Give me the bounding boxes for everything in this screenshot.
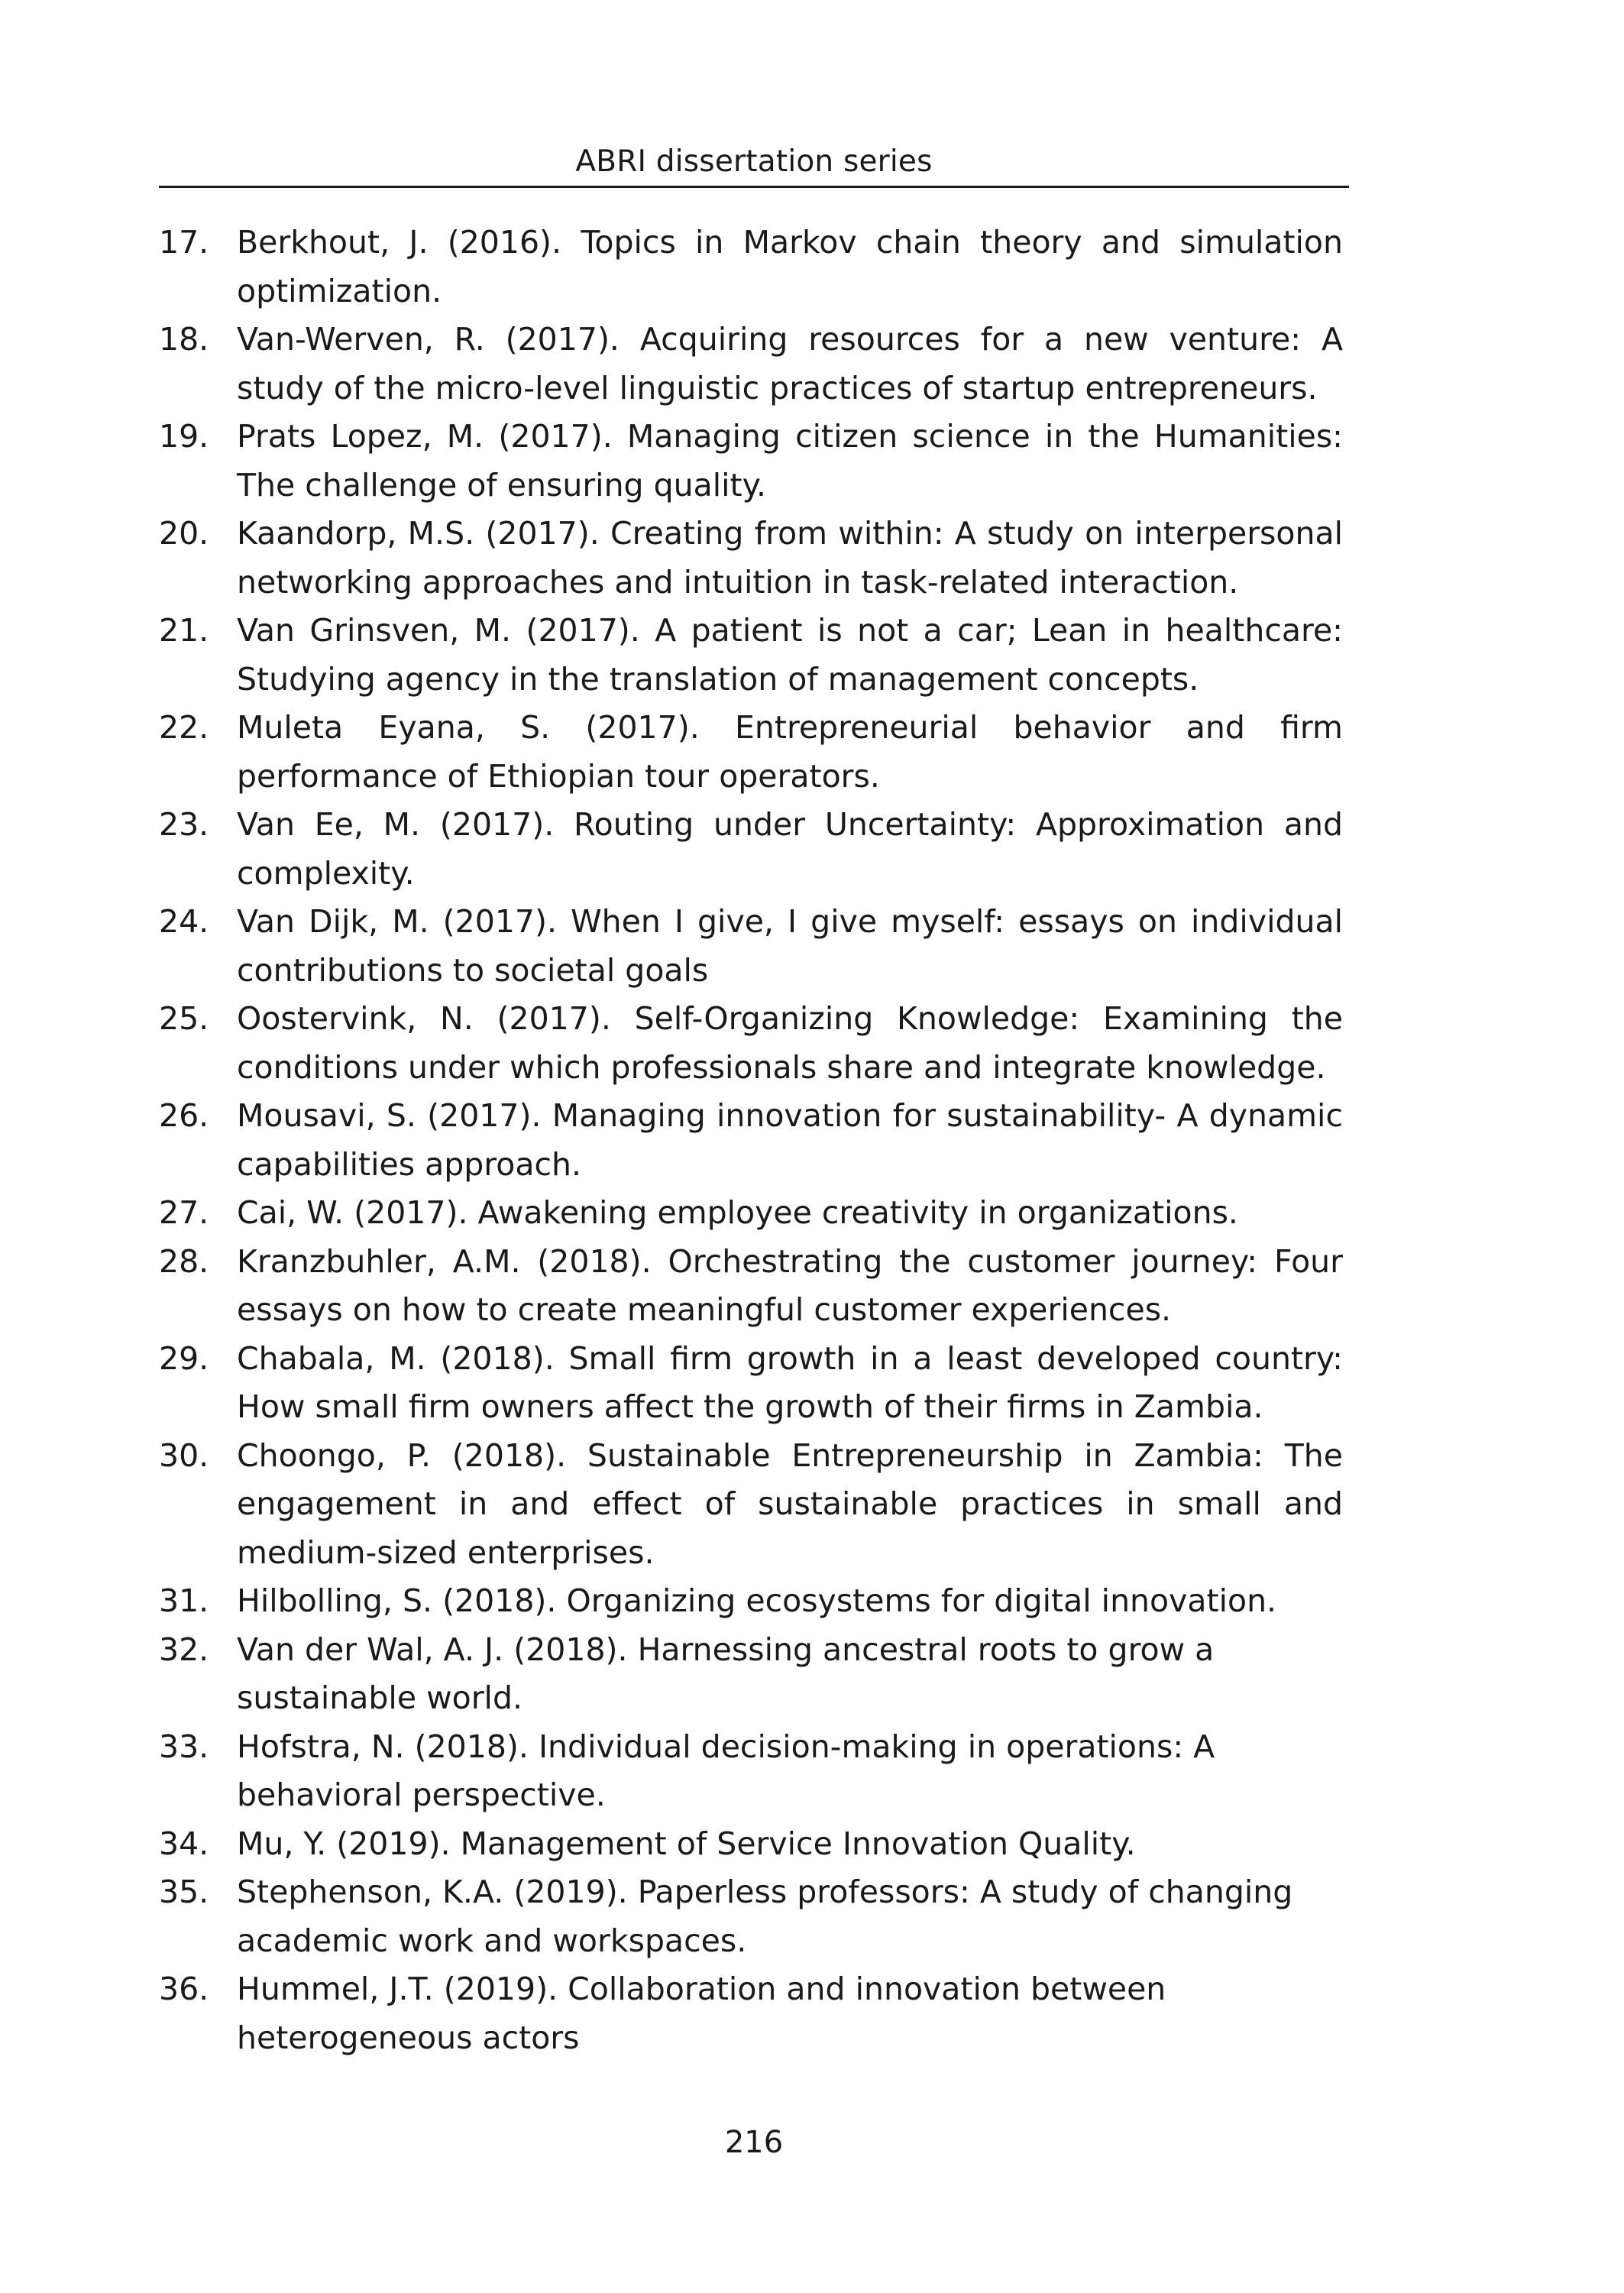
- reference-item: [159, 1723, 1343, 1820]
- reference-list: [159, 219, 1343, 2062]
- reference-item: [159, 1335, 1343, 1432]
- reference-text: Mu, Y. (2019). Management of Service Innovation Quality.: [237, 1825, 1136, 1862]
- reference-number: 28.: [159, 1242, 209, 1280]
- reference-text: Van-Werven, R. (2017). Acquiring resources for a new venture: A study of the micro-level linguistic practices of startup entrepreneurs.: [237, 321, 1343, 406]
- reference-item: [159, 1577, 1343, 1626]
- reference-text: Van Ee, M. (2017). Routing under Uncertainty: Approximation and complexity.: [237, 806, 1343, 892]
- reference-item: [159, 219, 1343, 316]
- reference-item: [159, 801, 1343, 898]
- reference-item: [159, 1820, 1343, 1869]
- reference-text: Oostervink, N. (2017). Self-Organizing Knowledge: Examining the conditions under which professionals share and integrate knowledge.: [237, 1000, 1343, 1086]
- reference-number: 23.: [159, 806, 209, 843]
- reference-number: 25.: [159, 1000, 209, 1037]
- reference-text: Hilbolling, S. (2018). Organizing ecosystems for digital innovation.: [237, 1582, 1277, 1619]
- reference-text: Kranzbuhler, A.M. (2018). Orchestrating the customer journey: Four essays on how to create meaningful customer experiences.: [237, 1242, 1343, 1328]
- reference-number: 32.: [159, 1631, 209, 1668]
- page-number: 216: [724, 2125, 784, 2160]
- reference-item: [159, 1432, 1343, 1578]
- reference-number: 35.: [159, 1874, 209, 1910]
- reference-number: 22.: [159, 709, 209, 746]
- header-rule: [159, 186, 1349, 188]
- reference-item: [159, 898, 1343, 995]
- reference-text: Prats Lopez, M. (2017). Managing citizen science in the Humanities: The challenge of ensuring quality.: [237, 418, 1343, 504]
- reference-item: [159, 1868, 1343, 1965]
- reference-number: 26.: [159, 1097, 209, 1134]
- reference-item: [159, 704, 1343, 801]
- reference-number: 30.: [159, 1436, 209, 1474]
- reference-text: Hofstra, N. (2018). Individual decision-making in operations: A behavioral perspective.: [237, 1728, 1215, 1813]
- reference-number: 19.: [159, 418, 209, 455]
- reference-item: [159, 413, 1343, 510]
- reference-number: 17.: [159, 224, 209, 261]
- running-header: ABRI dissertation series: [575, 144, 933, 179]
- reference-number: 24.: [159, 903, 209, 940]
- reference-item: [159, 1626, 1343, 1723]
- reference-text: Hummel, J.T. (2019). Collaboration and innovation between heterogeneous actors: [237, 1971, 1166, 2056]
- reference-number: 20.: [159, 515, 209, 552]
- reference-number: 18.: [159, 321, 209, 358]
- reference-item: [159, 316, 1343, 413]
- reference-text: Van Grinsven, M. (2017). A patient is not a car; Lean in healthcare: Studying agency in the translation of management concepts.: [237, 612, 1343, 698]
- reference-text: Chabala, M. (2018). Small firm growth in a least developed country: How small firm owners affect the growth of their firms in Zambia.: [237, 1339, 1343, 1425]
- reference-number: 36.: [159, 1971, 209, 2007]
- reference-text: Van der Wal, A. J. (2018). Harnessing ancestral roots to grow a sustainable world.: [237, 1631, 1215, 1716]
- reference-text: Muleta Eyana, S. (2017). Entrepreneurial behavior and firm performance of Ethiopian tour operators.: [237, 709, 1343, 795]
- reference-number: 29.: [159, 1339, 209, 1377]
- reference-text: Cai, W. (2017). Awakening employee creativity in organizations.: [237, 1194, 1238, 1231]
- reference-number: 31.: [159, 1582, 209, 1619]
- reference-item: [159, 1092, 1343, 1189]
- reference-number: 34.: [159, 1825, 209, 1862]
- reference-item: [159, 1238, 1343, 1335]
- reference-text: Van Dijk, M. (2017). When I give, I give myself: essays on individual contributions to societal goals: [237, 903, 1343, 989]
- reference-item: [159, 607, 1343, 704]
- reference-item: [159, 510, 1343, 607]
- reference-number: 27.: [159, 1194, 209, 1231]
- reference-item: [159, 995, 1343, 1092]
- reference-item: [159, 1965, 1343, 2062]
- reference-text: Mousavi, S. (2017). Managing innovation for sustainability- A dynamic capabilities approach.: [237, 1097, 1343, 1183]
- reference-text: Kaandorp, M.S. (2017). Creating from within: A study on interpersonal networking approaches and intuition in task-related interaction.: [237, 515, 1343, 601]
- reference-number: 33.: [159, 1728, 209, 1765]
- reference-text: Choongo, P. (2018). Sustainable Entrepreneurship in Zambia: The engagement in and effect of sustainable practices in small and medium-sized enterprises.: [237, 1436, 1343, 1571]
- reference-number: 21.: [159, 612, 209, 649]
- reference-text: Stephenson, K.A. (2019). Paperless professors: A study of changing academic work and workspaces.: [237, 1874, 1293, 1959]
- reference-item: [159, 1189, 1343, 1238]
- reference-text: Berkhout, J. (2016). Topics in Markov chain theory and simulation optimization.: [237, 224, 1343, 309]
